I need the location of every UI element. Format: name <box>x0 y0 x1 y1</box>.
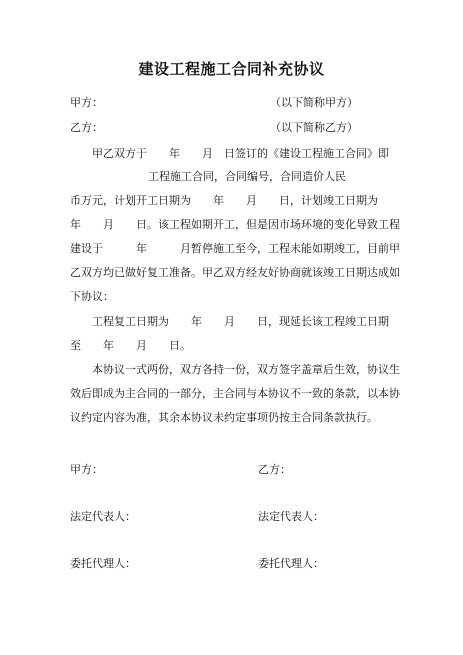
signature-party-a: 甲方： <box>70 463 103 476</box>
body-line: 议约定内容为准，其余本协议未约定事项仍按主合同条款执行。 <box>70 411 378 424</box>
document-title: 建设工程施工合同补充协议 <box>138 60 325 78</box>
body-line: 乙双方均已做好复工准备。甲乙双方经友好协商就该竣工日期达成如 <box>70 266 400 279</box>
signature-legal-rep-a: 法定代表人： <box>70 510 136 523</box>
party-b-alias: （以下简称乙方） <box>270 121 358 134</box>
body-line: 币万元，计划开工日期为 年 月 日，计划竣工日期为 <box>70 194 378 207</box>
signature-agent-a: 委托代理人： <box>70 557 136 570</box>
body-line: 建设于 年 月暂停施工至今，工程未能如期竣工，目前甲 <box>70 242 400 255</box>
party-b-label: 乙方： <box>70 121 103 134</box>
body-line: 工程复工日期为 年 月 日，现延长该工程竣工日期 <box>92 315 389 328</box>
signature-party-b: 乙方： <box>258 463 291 476</box>
body-line: 年 月 日。该工程如期开工，但是因市场环境的变化导致工程 <box>70 218 400 231</box>
party-a-label: 甲方： <box>70 96 103 109</box>
signature-legal-rep-b: 法定代表人： <box>258 510 324 523</box>
body-line: 效后即成为主合同的一部分，主合同与本协议不一致的条款，以本协 <box>70 387 400 400</box>
body-line: 下协议： <box>70 290 114 303</box>
body-line: 本协议一式两份，双方各持一份，双方签字盖章后生效，协议生 <box>92 363 400 376</box>
body-line: 甲乙双方于 年 月 日签订的《建设工程施工合同》即 <box>92 147 389 160</box>
party-a-alias: （以下简称甲方） <box>270 96 358 109</box>
body-line: 至 年 月 日。 <box>70 339 191 352</box>
body-line: 工程施工合同，合同编号，合同造价人民 <box>148 170 346 183</box>
signature-agent-b: 委托代理人： <box>258 557 324 570</box>
